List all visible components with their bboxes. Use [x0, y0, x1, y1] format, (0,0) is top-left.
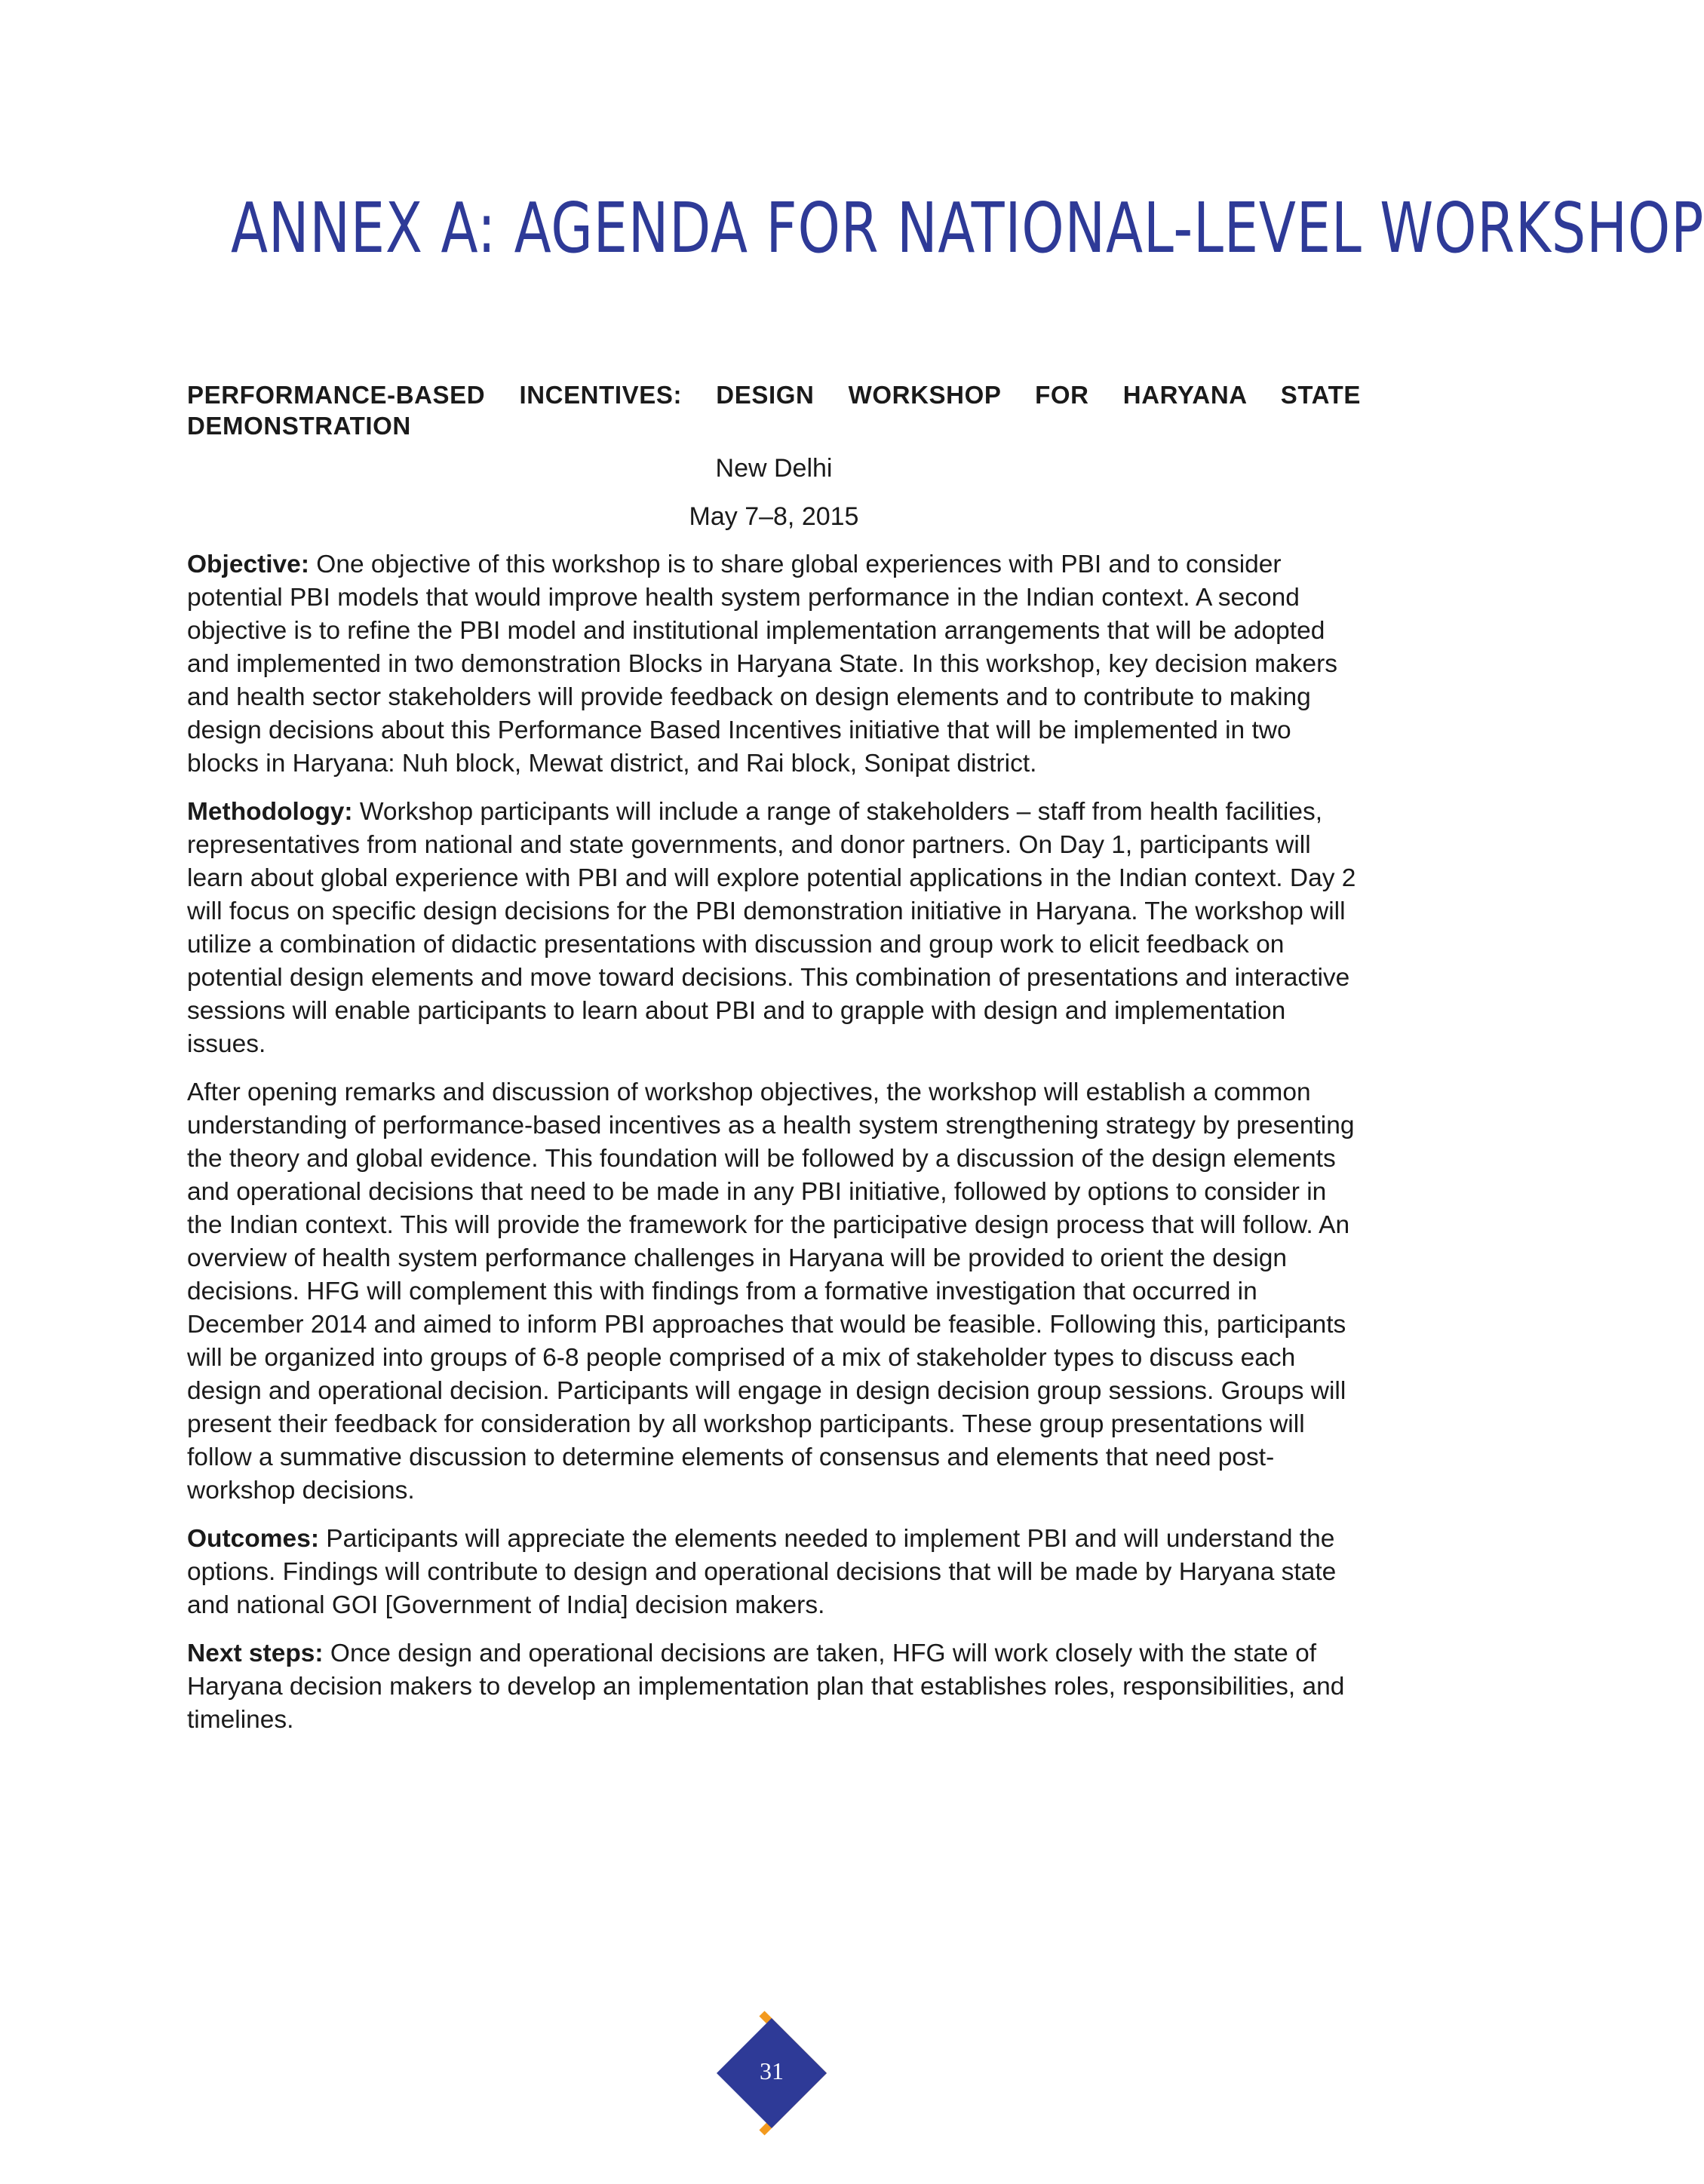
next-steps-text: Once design and operational decisions are taken, HFG will work closely with the state of Haryana decision makers to develop an implementation plan that establishes roles, responsibilities, and timelines. [187, 1640, 1345, 1734]
objective-paragraph [187, 548, 1361, 781]
outcomes-text: Participants will appreciate the elements needed to implement PBI and will understand the options. Findings will contribute to design and operational decisions that will be made by Haryana state and national GOI [Government of India] decision makers. [187, 1525, 1337, 1619]
workshop-date: May 7–8, 2015 [689, 502, 859, 531]
methodology-paragraph [187, 796, 1361, 1061]
methodology-label: Methodology: [187, 798, 353, 826]
outcomes-paragraph [187, 1523, 1361, 1622]
methodology-text: Workshop participants will include a range of stakeholders – staff from health facilities, representatives from national and state governments, and donor partners. On Day 1, participants will learn about global experience with PBI and will explore potential applications in the Indian context. Day 2 will focus on specific design decisions for the PBI demonstration initiative in Haryana. The workshop will utilize a combination of didactic presentations with discussion and group work to elicit feedback on potential design elements and move toward decisions. This combination of presentations and interactive sessions will enable participants to learn about PBI and to grapple with design and implementation issues. [187, 798, 1356, 1058]
workshop-title: PERFORMANCE-BASED INCENTIVES: DESIGN WORKSHOP FOR HARYANA STATE DEMONSTRATION [187, 381, 1361, 440]
page-number: 31 [760, 2057, 784, 2084]
annex-title: ANNEX A: AGENDA FOR NATIONAL-LEVEL WORKSHOP [231, 188, 1704, 268]
objective-label: Objective: [187, 551, 309, 578]
document-body [187, 379, 1361, 1752]
process-paragraph: After opening remarks and discussion of workshop objectives, the workshop will establish a common understanding of performance-based incentives as a health system strengthening strategy by presenting the theory and global evidence. This foundation will be followed by a discussion of the design elements and operational decisions that need to be made in any PBI initiative, followed by options to consider in the Indian context. This will provide the framework for the participative design process that will follow. An overview of health system performance challenges in Haryana will be provided to orient the design decisions. HFG will complement this with findings from a formative investigation that occurred in December 2014 and aimed to inform PBI approaches that would be feasible. Following this, participants will be organized into groups of 6-8 people comprised of a mix of stakeholder types to discuss each design and operational decision. Participants will engage in design decision group sessions. Groups will present their feedback for consideration by all workshop participants. These group presentations will follow a summative discussion to determine elements of consensus and elements that need post-workshop decisions. [187, 1078, 1355, 1505]
objective-text: One objective of this workshop is to share global experiences with PBI and to consider potential PBI models that would improve health system performance in the Indian context. A second objective is to refine the PBI model and institutional implementation arrangements that will be adopted and implemented in two demonstration Blocks in Haryana State. In this workshop, key decision makers and health sector stakeholders will provide feedback on design elements and to contribute to making design decisions about this Performance Based Incentives initiative that will be implemented in two blocks in Haryana: Nuh block, Mewat district, and Rai block, Sonipat district. [187, 551, 1337, 778]
next-steps-label: Next steps: [187, 1640, 324, 1667]
workshop-location: New Delhi [715, 454, 833, 483]
outcomes-label: Outcomes: [187, 1525, 319, 1553]
next-steps-paragraph [187, 1637, 1361, 1737]
